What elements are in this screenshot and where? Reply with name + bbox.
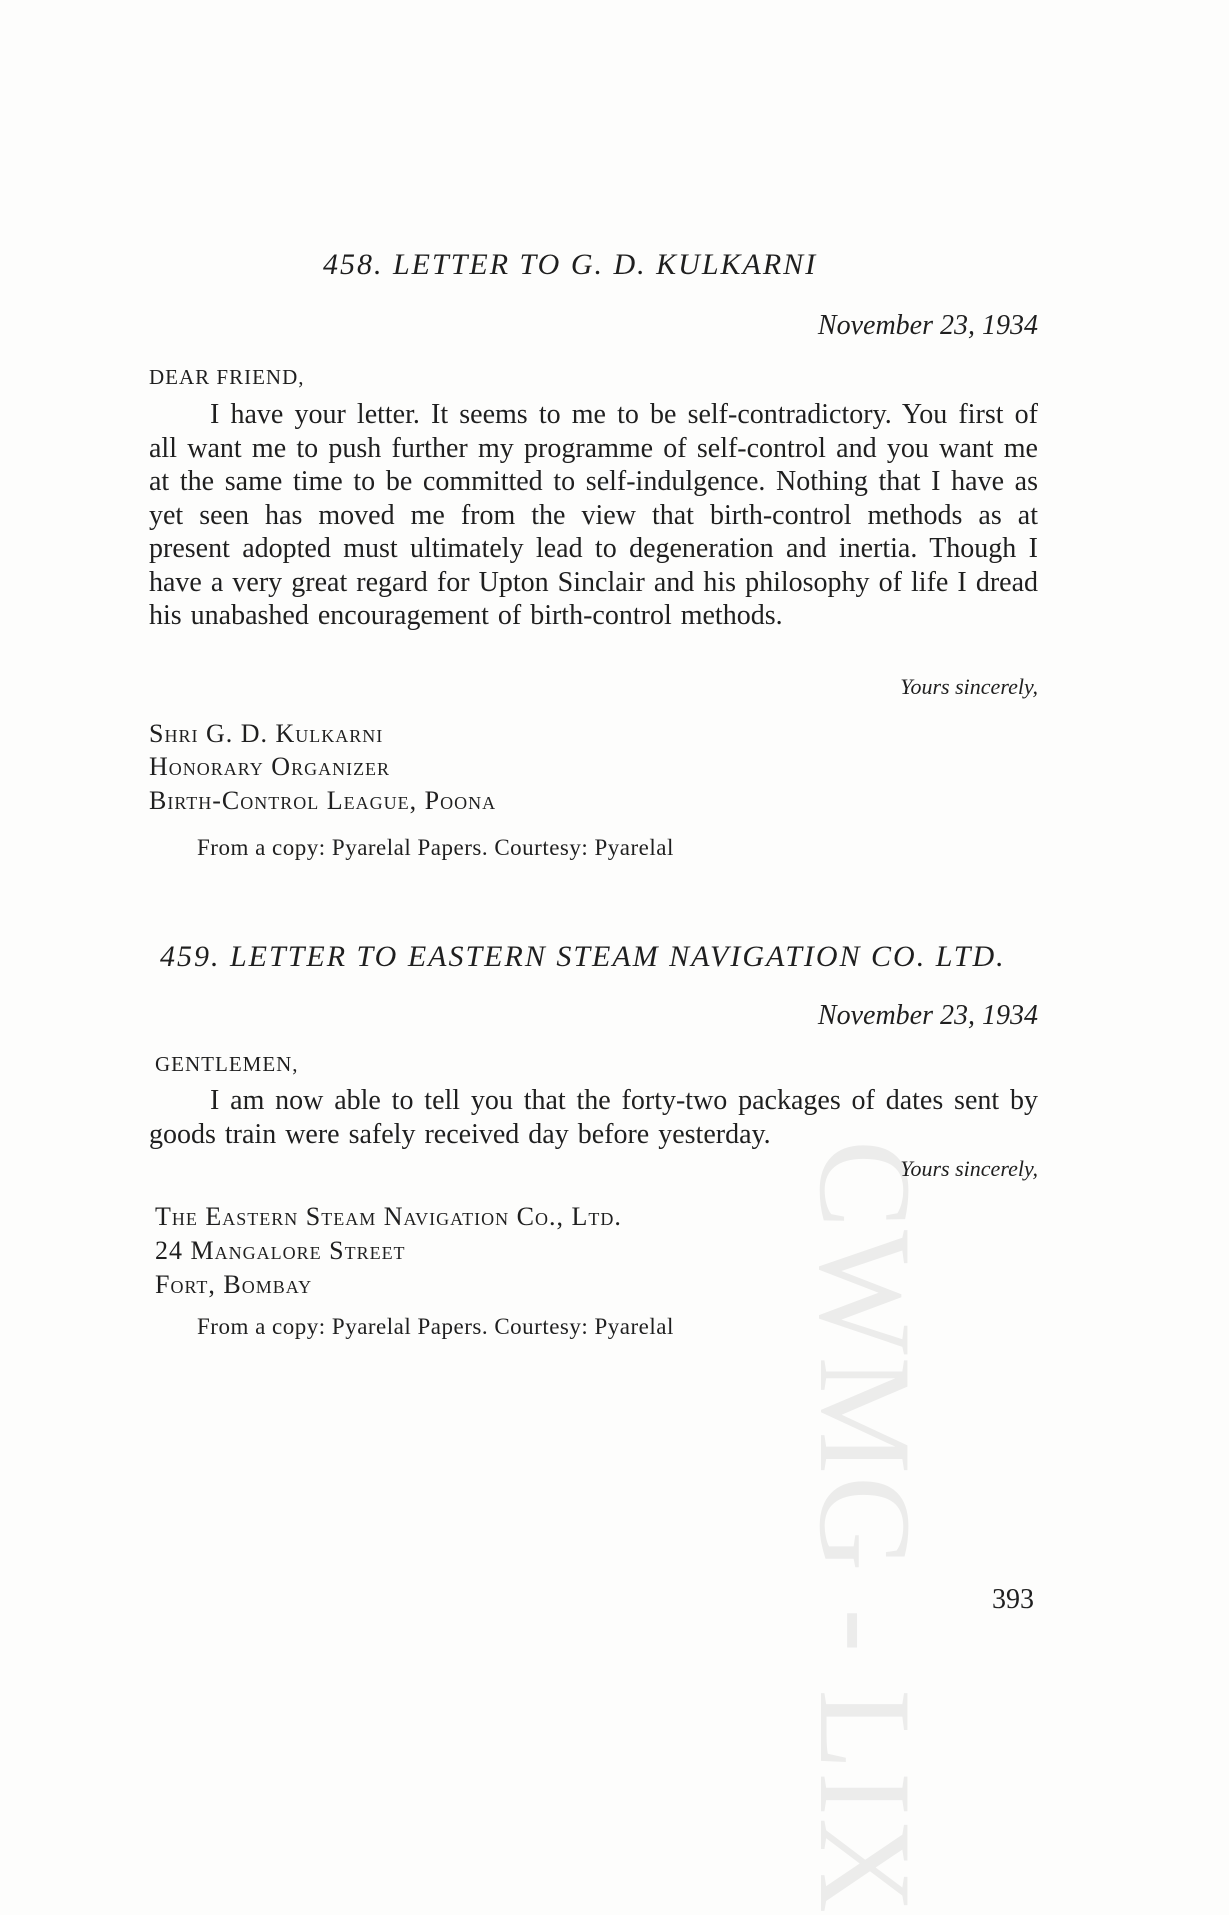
letter-2-address-line-1: The Eastern Steam Navigation Co., Ltd. [155,1202,622,1231]
letter-1-date: November 23, 1934 [817,310,1038,341]
letter-2-source-note: From a copy: Pyarelal Papers. Courtesy: Pyarelal [197,1314,674,1339]
letter-2-closing: Yours sincerely, [900,1156,1038,1181]
letter-2-body: I am now able to tell you that the forty-two packages of dates sent by goods train were safely received day before yesterday. [149,1085,1038,1150]
letter-1-address-line-2: Honorary Organizer [149,752,391,781]
watermark: CWMG - LIX [792,1140,939,1915]
letter-1-body: I have your letter. It seems to me to be self-contradictory. You first of all want me to push further my programme of self-control and you want me at the same time to be committed to self-indulgence. Nothing that I have as yet seen has moved me from the view that birth-control methods as at present adopted must ultimately lead to degeneration and inertia. Though I have a very great regard for Upton Sinclair and his philosophy of life I dread his unabashed encouragement of birth-control methods. [149,399,1038,631]
letter-2-date: November 23, 1934 [817,1000,1038,1031]
letter-1-closing: Yours sincerely, [900,674,1038,699]
letter-2-title: 459. LETTER TO EASTERN STEAM NAVIGATION CO. LTD. [160,940,1006,973]
letter-1-address-line-3: Birth-Control League, Poona [149,786,497,815]
letter-2-address-line-2: 24 Mangalore Street [155,1236,406,1265]
letter-1-title: 458. LETTER TO G. D. KULKARNI [323,248,818,281]
letter-1-address-line-1: Shri G. D. Kulkarni [149,719,384,748]
letter-1-salutation: DEAR FRIEND, [149,365,305,389]
letter-2-address-line-3: Fort, Bombay [155,1270,313,1299]
letter-2-salutation: GENTLEMEN, [155,1052,299,1076]
letter-1-source-note: From a copy: Pyarelal Papers. Courtesy: Pyarelal [197,835,674,860]
page-number: 393 [992,1584,1034,1615]
